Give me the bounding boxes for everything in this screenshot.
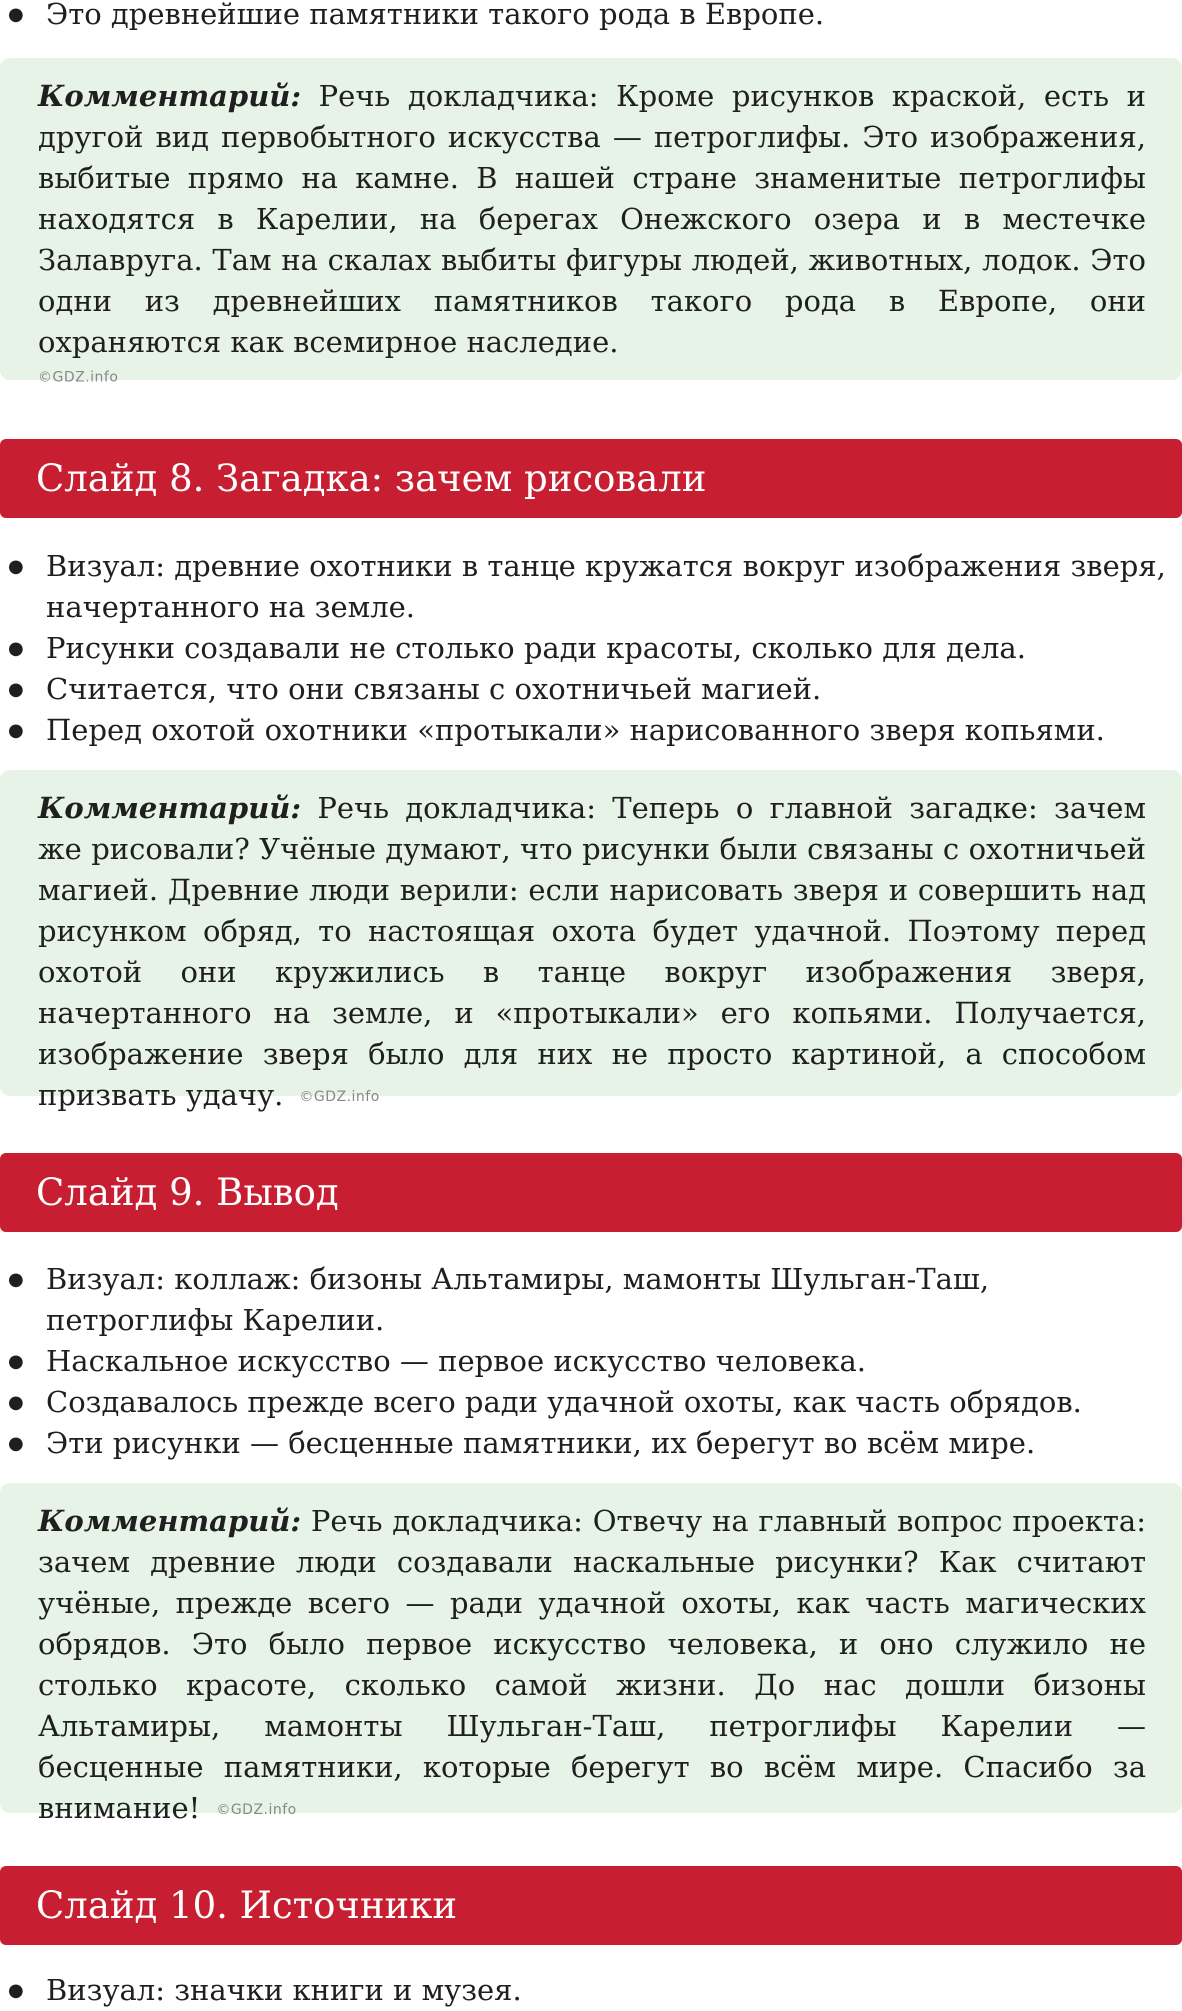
bullet-item: ● Перед охотой охотники «протыкали» нарисованного зверя копьями. [0,710,1182,751]
watermark-line [38,367,1146,386]
bullet-item: ● Это древнейшие памятники такого рода в Европе. [0,0,1182,35]
comment-paragraph [38,1501,1146,1831]
gdz-watermark: ©GDZ.info [38,369,119,386]
bullet-list-slide-8 [0,546,1182,751]
bullet-item: ● Визуал: коллаж: бизоны Альтамиры, мамонты Шульган-Таш, петроглифы Карелии. [0,1259,1182,1341]
slide-8-header: Слайд 8. Загадка: зачем рисовали [0,439,1182,518]
bullet-list-slide-9 [0,1259,1182,1464]
bullet-item: ● Считается, что они связаны с охотничьей магией. [0,669,1182,710]
comment-paragraph [38,76,1146,363]
bullet-item: ● Визуал: древние охотники в танце кружатся вокруг изображения зверя, начертанного на земле. [0,546,1182,628]
comment-box-slide-8 [0,770,1182,1112]
bullet-item: ● Визуал: значки книги и музея. [0,1970,1182,2011]
bullet-list-intro [0,0,1182,35]
bullet-item: ● Эти рисунки — бесценные памятники, их берегут во всём мире. [0,1423,1182,1464]
comment-text: Речь докладчика: Теперь о главной загадке: зачем же рисовали? Учёные думают, что рисунки были связаны с охотничьей магией. Древние люди верили: если нарисовать зверя и совершить над рисунком обряд, то настоящая охота будет удачной. Поэтому перед охотой они кружились в танце вокруг изображения зверя, начертанного на земле, и «протыкали» его копьями. Получается, изображение зверя было для них не просто картиной, а способом призвать удачу. [38,791,1146,1112]
bullet-list-slide-10 [0,1970,1182,2011]
comment-label: Комментарий: [38,1504,302,1538]
slide-9-header: Слайд 9. Вывод [0,1153,1182,1232]
bullet-item: ● Рисунки создавали не столько ради красоты, сколько для дела. [0,628,1182,669]
comment-box-slide-9 [0,1483,1182,1825]
slide-10-header: Слайд 10. Источники [0,1866,1182,1945]
gdz-watermark: ©GDZ.info [299,1088,380,1105]
comment-text: Речь докладчика: Кроме рисунков краской, есть и другой вид первобытного искусства — петроглифы. Это изображения, выбитые прямо на камне. В нашей стране знаменитые петроглифы находятся в Карелии, на берегах Онежского озера и в местечке Залавруга. Там на скалах выбиты фигуры людей, животных, лодок. Это одни из древнейших памятников такого рода в Европе, они охраняются как всемирное наследие. [38,79,1146,359]
gdz-watermark: ©GDZ.info [216,1801,297,1818]
comment-paragraph [38,788,1146,1118]
bullet-item: ● Создавалось прежде всего ради удачной охоты, как часть обрядов. [0,1382,1182,1423]
bullet-item: ● Наскальное искусство — первое искусство человека. [0,1341,1182,1382]
comment-label: Комментарий: [38,79,302,113]
comment-label: Комментарий: [38,791,302,825]
comment-box-intro [0,58,1182,386]
comment-text: Речь докладчика: Отвечу на главный вопрос проекта: зачем древние люди создавали наскальные рисунки? Как считают учёные, прежде всего — ради удачной охоты, как часть магических обрядов. Это было первое искусство человека, и оно служило не столько красоте, сколько самой жизни. До нас дошли бизоны Альтамиры, мамонты Шульган-Таш, петроглифы Карелии — бесценные памятники, которые берегут во всём мире. Спасибо за внимание! [38,1504,1146,1825]
